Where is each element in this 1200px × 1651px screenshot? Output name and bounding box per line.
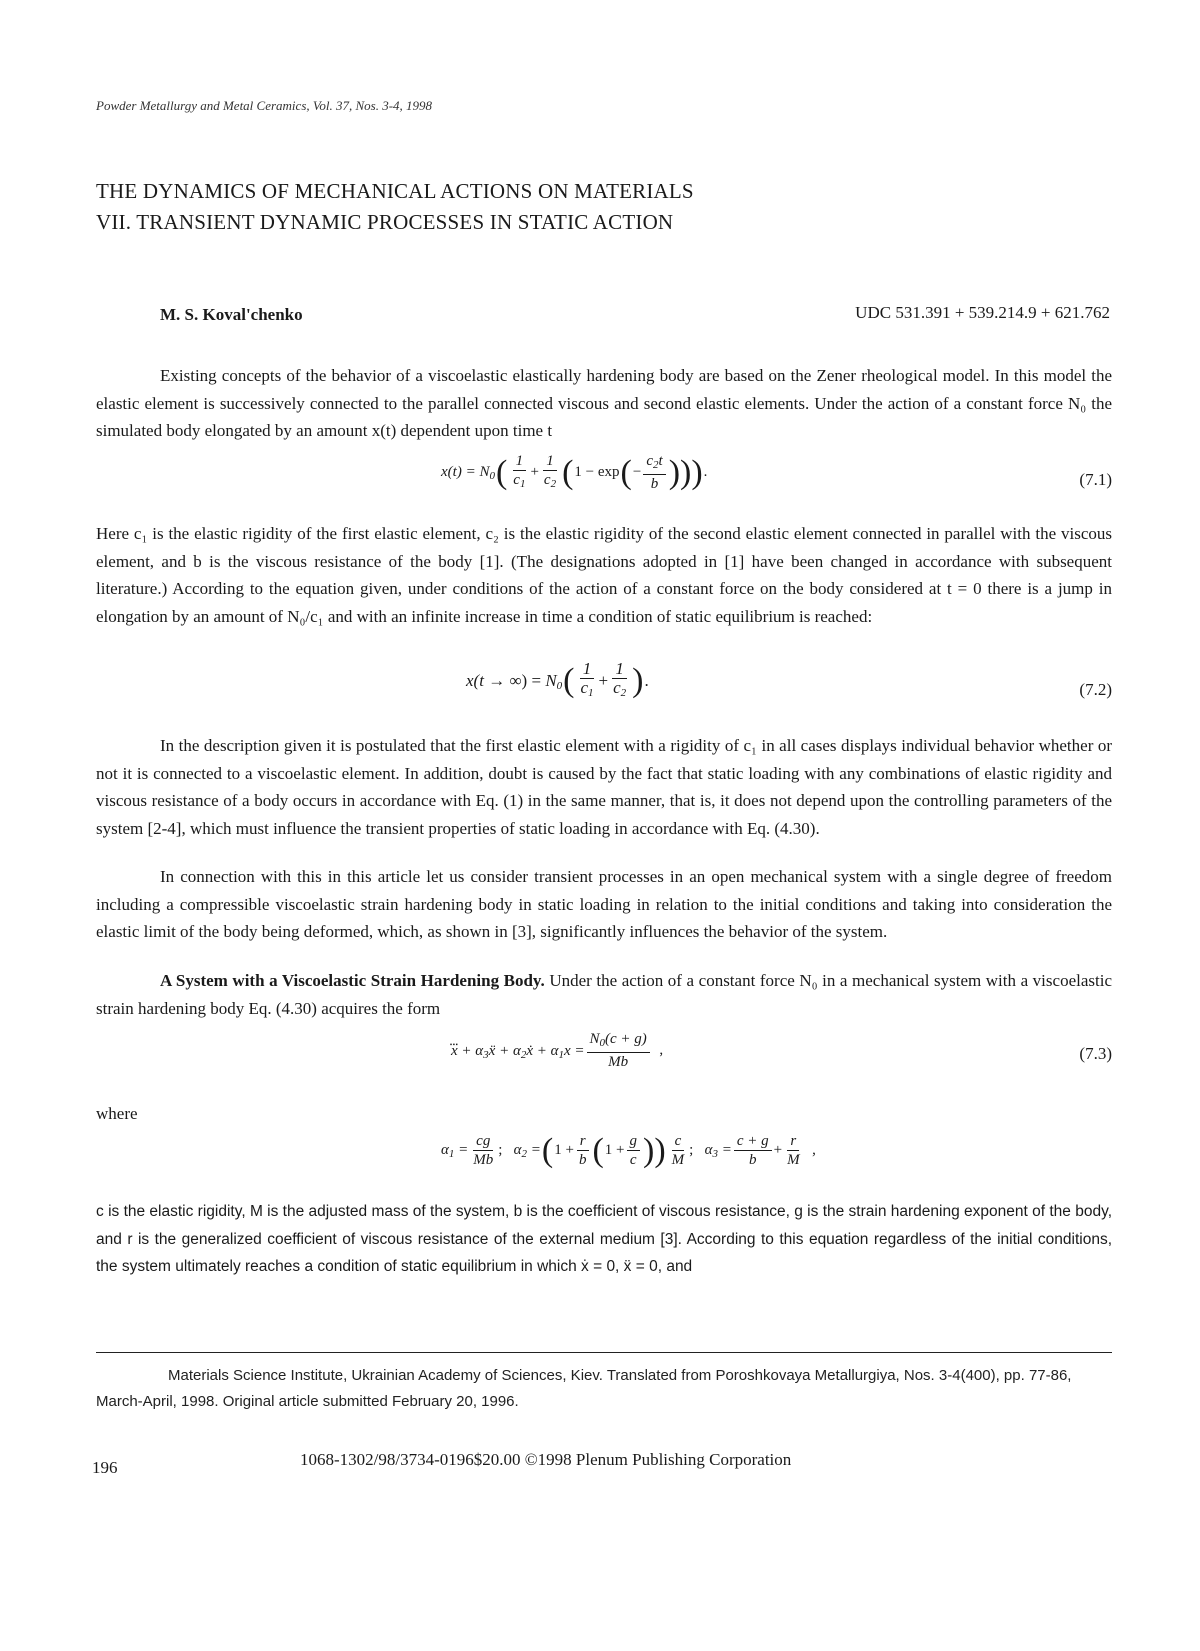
where-label: where bbox=[96, 1104, 138, 1123]
paragraph-2: Here c₁ is the elastic rigidity of the first elastic element, c₂ is the elastic rigidity of the second elastic element connected in parallel with the viscous element, and b is the viscous resistance of the body [1]. (The designations adopted in [1] have been changed in accordance with subsequent literature.) According to the equation given, under conditions of the action of a constant force on the body considered at t = 0 there is a jump in elongation by an amount of N₀/c₁ and with an infinite increase in time a condition of static equilibrium is reached: bbox=[96, 524, 1112, 626]
equation-7-3 bbox=[96, 1030, 1112, 1090]
paragraph-1: Existing concepts of the behavior of a viscoelastic elastically hardening body are based on the Zener rheological model. In this model the elastic element is successively connected to the parallel connected viscous and second elastic elements. Under the action of a constant force N₀ the simulated body elongated by an amount x(t) dependent upon time t bbox=[96, 366, 1112, 440]
title-line-1: THE DYNAMICS OF MECHANICAL ACTIONS ON MATERIALS bbox=[96, 179, 694, 203]
paragraph-5-text: Under the action of a constant force N₀ in a mechanical system with a viscoelastic strain hardening body Eq. (4.30) acquires the form bbox=[96, 971, 1112, 1018]
equation-7-3-body: $x + \alpha_3ẍ$ + $\alpha_2ẋ + \alpha_1x$ = $\frac{N_0(c + g)}{Mb}$ , bbox=[451, 1031, 664, 1070]
title-line-2: VII. TRANSIENT DYNAMIC PROCESSES IN STATIC ACTION bbox=[96, 210, 674, 234]
equation-number-7-2: (7.2) bbox=[1079, 680, 1112, 699]
copyright-line: 1068-1302/98/3734-0196$20.00 ©1998 Plenum Publishing Corporation bbox=[300, 1450, 792, 1469]
page-number: 196 bbox=[92, 1458, 118, 1477]
equation-number-7-1: (7.1) bbox=[1079, 470, 1112, 489]
footnote: Materials Science Institute, Ukrainian Academy of Sciences, Kiev. Translated from Poroshkovaya Metallurgiya, Nos. 3-4(400), pp. 77-86, March-April, 1998. Original article submitted February 20, 1996. bbox=[96, 1367, 1072, 1410]
equation-7-1-body: $x(t) = N_0$ ( $\frac{1}{c_1}$ + $\frac{1}{c_2}$ ( 1 − exp ( − $\frac{c_2t}{b}$ ))) . bbox=[441, 453, 708, 492]
paragraph-6: c is the elastic rigidity, M is the adjusted mass of the system, b is the coefficient of viscous resistance, g is the strain hardening exponent of the body, and r is the generalized coefficient of viscous resistance of the external medium [3]. According to this equation regardless of the initial conditions, the system ultimately reaches a condition of static equilibrium in which ẋ = 0, ẍ = 0, and bbox=[96, 1203, 1112, 1275]
footnote-divider bbox=[96, 1352, 1112, 1353]
paragraph-4: In connection with this in this article let us consider transient processes in an open mechanical system with a single degree of freedom including a compressible viscoelastic strain hardening body in static loading in relation to the initial conditions and taking into consideration the elastic limit of the body being deformed, which, as shown in [3], significantly influences the behavior of the system. bbox=[96, 867, 1112, 941]
udc-code: UDC 531.391 + 539.214.9 + 621.762 bbox=[855, 303, 1110, 322]
author: M. S. Koval'chenko bbox=[160, 305, 303, 324]
journal-header: Powder Metallurgy and Metal Ceramics, Vol. 37, Nos. 3-4, 1998 bbox=[96, 98, 433, 113]
equation-7-2-body: x(t → ∞) = $N_0$ ( $\frac{1}{c_1}$ + $\frac{1}{c_2}$ ) . bbox=[466, 659, 649, 699]
equation-coefficients bbox=[96, 1132, 1112, 1192]
section-heading: A System with a Viscoelastic Strain Hardening Body. bbox=[160, 971, 545, 990]
equation-number-7-3: (7.3) bbox=[1079, 1044, 1112, 1063]
equation-7-1 bbox=[96, 452, 1112, 512]
equation-coefficients-body: $\alpha_1$ = $\frac{cg}{Mb}$ ; $\alpha_2$ = ( 1 + $\frac{r}{b}$ ( 1 + $\frac{g}{c}$ )) $\frac{c}{M}$ ; $\alpha_3$ = $\frac{c + g}{b}$ + $\frac{r}{M}$ , bbox=[441, 1131, 816, 1169]
equation-7-2 bbox=[96, 660, 1112, 720]
paragraph-5 bbox=[96, 967, 1112, 1022]
article-title bbox=[96, 176, 1096, 238]
paragraph-3: In the description given it is postulated that the first elastic element with a rigidity of c₁ in all cases displays individual behavior whether or not it is connected to a viscoelastic element. In addition, doubt is caused by the fact that static loading with any combinations of elastic rigidity and viscous resistance of a body occurs in accordance with Eq. (1) in the same manner, that is, it does not depend upon the controlling parameters of the system [2-4], which must influence the transient properties of static loading in accordance with Eq. (4.30). bbox=[96, 736, 1112, 838]
